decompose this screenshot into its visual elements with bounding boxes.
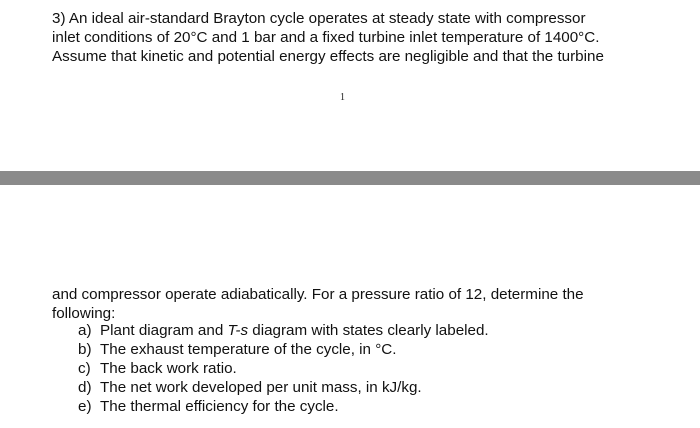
part-text: The net work developed per unit mass, in kJ/kg. bbox=[100, 379, 422, 396]
part-text: The exhaust temperature of the cycle, in °C. bbox=[100, 341, 397, 358]
continuation-line: following: bbox=[52, 305, 116, 322]
intro-line: Assume that kinetic and potential energy effects are negligible and that the turbine bbox=[52, 48, 604, 65]
problem-continuation bbox=[52, 285, 584, 323]
page-number: 1 bbox=[340, 92, 345, 103]
part-text: The back work ratio. bbox=[100, 360, 237, 377]
continuation-line: and compressor operate adiabatically. For a pressure ratio of 12, determine the bbox=[52, 286, 584, 303]
part-marker: b) bbox=[78, 341, 92, 358]
part-marker: d) bbox=[78, 379, 92, 396]
part-marker: e) bbox=[78, 398, 92, 415]
part-text bbox=[100, 321, 489, 340]
question-part-c bbox=[78, 359, 489, 378]
part-text-before: Plant diagram and bbox=[100, 322, 228, 339]
question-parts-list bbox=[78, 321, 489, 416]
question-part-a bbox=[78, 321, 489, 340]
intro-line: 3) An ideal air-standard Brayton cycle operates at steady state with compressor bbox=[52, 10, 586, 27]
part-marker: a) bbox=[78, 322, 92, 339]
page-break-divider bbox=[0, 171, 700, 185]
question-part-b bbox=[78, 340, 489, 359]
intro-line: inlet conditions of 20°C and 1 bar and a fixed turbine inlet temperature of 1400°C. bbox=[52, 29, 600, 46]
question-part-e bbox=[78, 397, 489, 416]
part-text: The thermal efficiency for the cycle. bbox=[100, 398, 339, 415]
question-part-d bbox=[78, 378, 489, 397]
part-text-after: diagram with states clearly labeled. bbox=[248, 322, 489, 339]
problem-intro bbox=[52, 9, 604, 66]
part-marker: c) bbox=[78, 360, 91, 377]
part-text-italic: T-s bbox=[227, 322, 249, 339]
